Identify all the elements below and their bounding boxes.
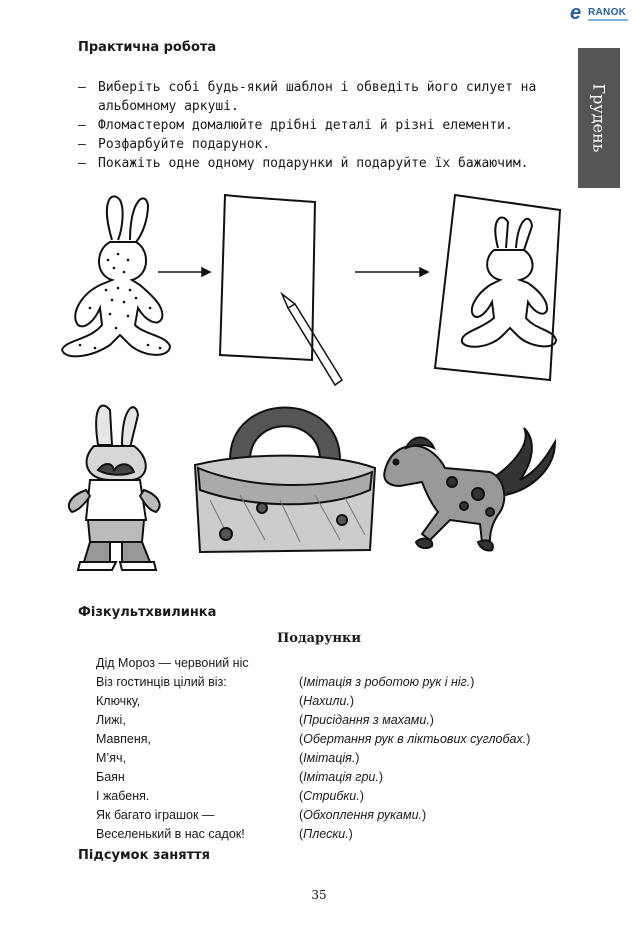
poem-line — [96, 654, 530, 673]
step-item: — Покажіть одне одному подарунки й подаруйте їх бажаючим. — [78, 154, 568, 173]
traced-rabbit-sheet-drawing — [435, 195, 560, 380]
poem-text: М’яч, — [96, 751, 126, 765]
poem-text: Веселенький в нас садок! — [96, 827, 245, 841]
poem-line — [96, 730, 530, 749]
poem-action: (Обертання рук в ліктьових суглобах.) — [299, 732, 531, 746]
poem-line — [96, 673, 530, 692]
arrow-icon — [355, 268, 428, 276]
poem-action: (Нахили.) — [299, 694, 354, 708]
practical-work-heading: Практична робота — [78, 40, 217, 55]
logo-brand: RANOK — [588, 7, 627, 18]
horse-drawing — [384, 428, 555, 551]
poem-text: Баян — [96, 770, 125, 784]
poem-action: (Імітація.) — [299, 751, 360, 765]
gift-illustrations — [50, 190, 590, 610]
poem-title: Подарунки — [277, 631, 361, 646]
rabbit-template-drawing — [62, 196, 170, 356]
month-tab-label: Грудень — [589, 83, 609, 153]
step-item: — Фломастером домалюйте дрібні деталі й різні елементи. — [78, 116, 568, 135]
poem-line — [96, 806, 530, 825]
poem-action: (Імітація з роботою рук і ніг.) — [299, 675, 475, 689]
handbag-drawing — [195, 408, 375, 553]
poem-text: Дід Мороз — червоний ніс — [96, 656, 249, 670]
poem-action: (Імітація гри.) — [299, 770, 384, 784]
poem-action: (Плески.) — [299, 827, 353, 841]
month-tab — [578, 48, 620, 188]
poem-text: Як багато іграшок — — [96, 808, 215, 822]
poem-text: Ключку, — [96, 694, 141, 708]
poem-line — [96, 787, 530, 806]
poem-line — [96, 825, 530, 844]
arrow-icon — [158, 268, 210, 276]
step-item: — Виберіть собі будь-який шаблон і обведіть його силует на альбомному аркуші. — [78, 78, 568, 116]
poem-text: Мавпеня, — [96, 732, 152, 746]
blank-sheet-drawing — [220, 195, 315, 360]
logo-underline — [588, 19, 628, 21]
poem-line — [96, 711, 530, 730]
poem-action: (Присідання з махами.) — [299, 713, 434, 727]
page-number: 35 — [311, 888, 327, 902]
poem-action: (Обхоплення руками.) — [299, 808, 427, 822]
practical-steps-list — [78, 78, 568, 173]
decorated-rabbit-drawing — [69, 406, 160, 570]
poem-text: Віз гостинців цілий віз: — [96, 675, 227, 689]
poem-line — [96, 768, 530, 787]
poem-action: (Стрибки.) — [299, 789, 364, 803]
poem-line — [96, 749, 530, 768]
poem-line — [96, 692, 530, 711]
summary-heading: Підсумок заняття — [78, 848, 210, 863]
exercise-heading: Фізкультхвилинка — [78, 605, 217, 620]
ranok-logo — [570, 2, 634, 24]
poem-block — [96, 654, 530, 844]
poem-text: І жабеня. — [96, 789, 150, 803]
step-item: — Розфарбуйте подарунок. — [78, 135, 568, 154]
logo-letter: e — [570, 2, 582, 24]
poem-text: Лижі, — [96, 713, 126, 727]
